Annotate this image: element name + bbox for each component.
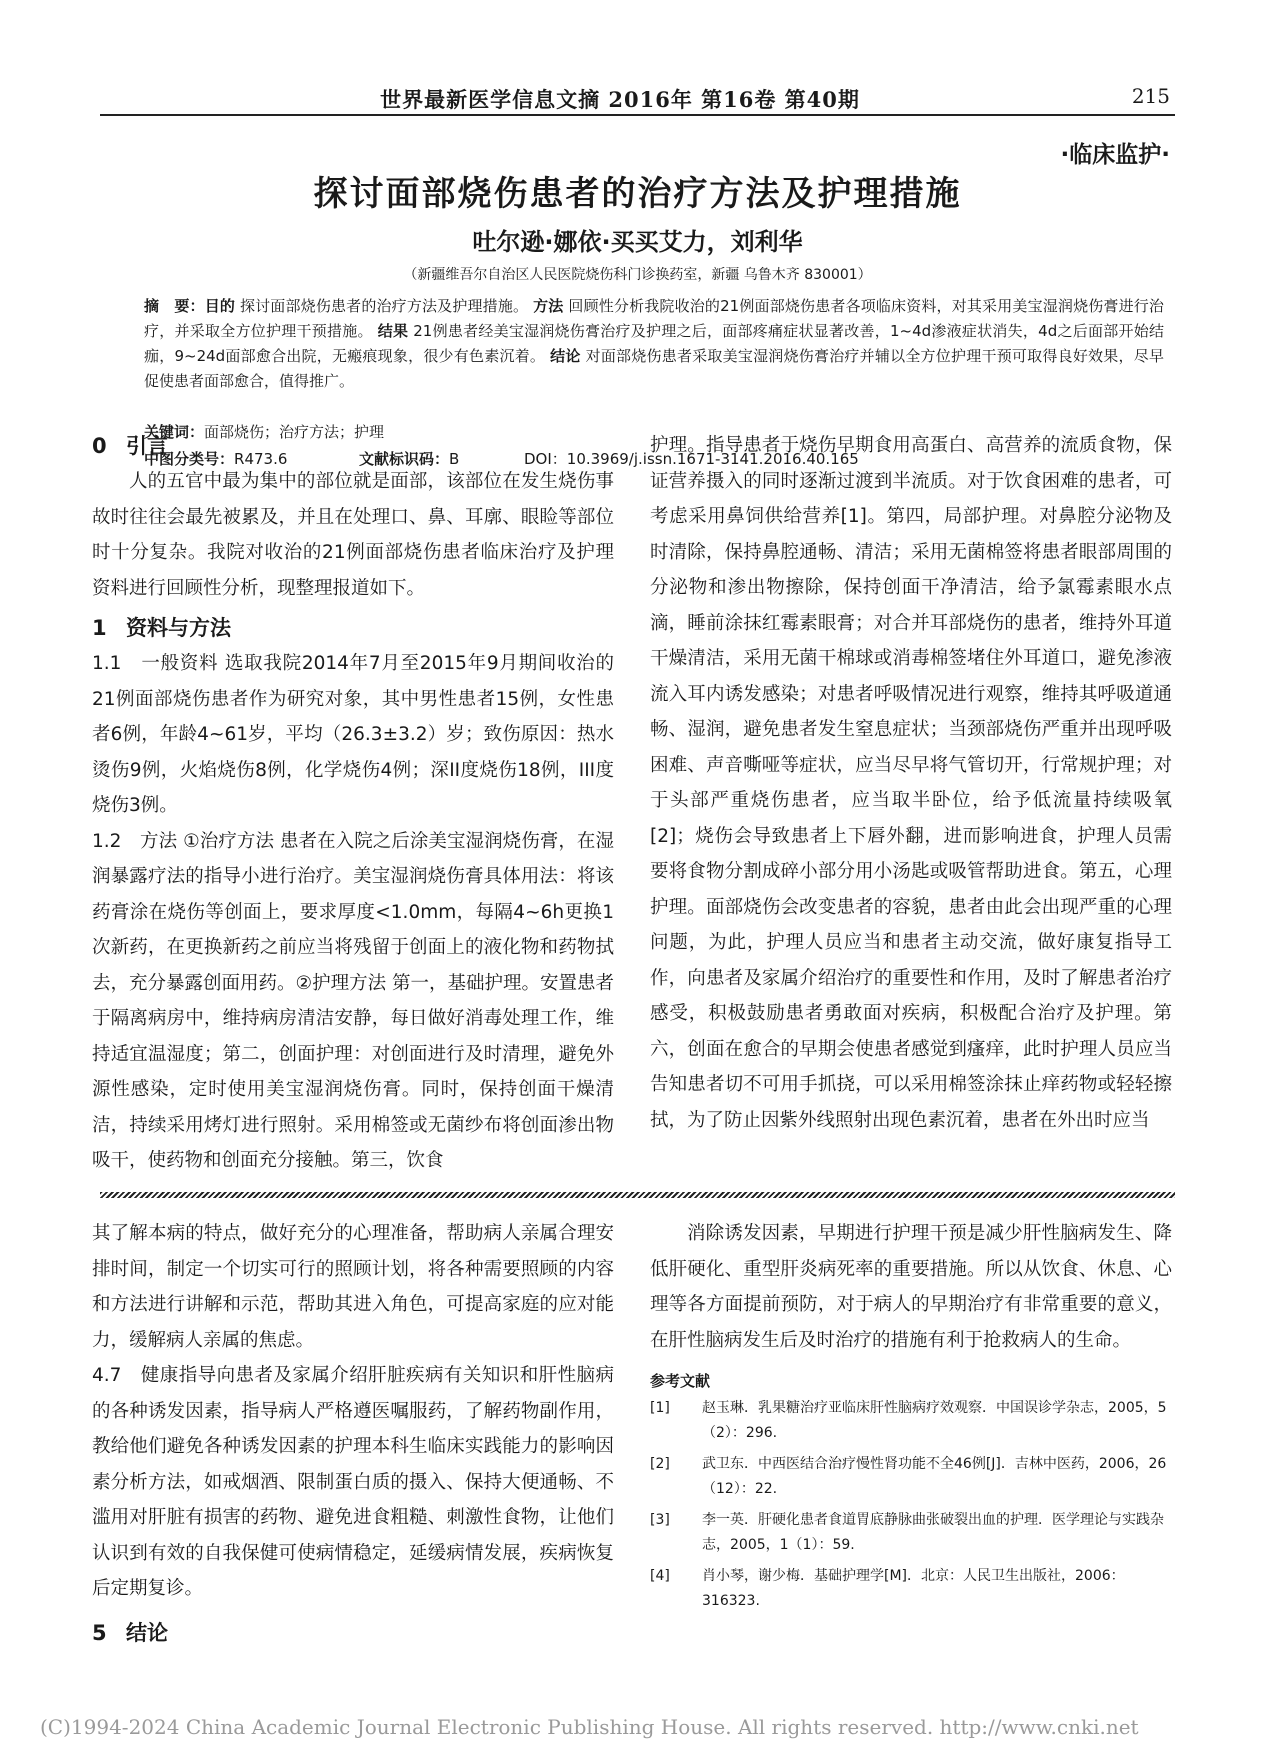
section-title: 资料与方法 <box>126 616 231 640</box>
section-title: 引言 <box>126 434 168 458</box>
paragraph: 消除诱发因素，早期进行护理干预是减少肝性脑病发生、降低肝硬化、重型肝炎病死率的重要措施。所以从饮食、休息、心理等各方面提前预防，对于病人的早期治疗有非常重要的意义，在肝性脑病发生后及时治疗的措施有利于抢救病人的生命。 <box>650 1223 1172 1351</box>
running-head: 世界最新医学信息文摘 2016年 第16卷 第40期 <box>380 87 860 112</box>
article-authors: 吐尔逊·娜依·买买艾力，刘利华 <box>472 228 803 256</box>
reference-item <box>650 1452 1172 1502</box>
author-affiliation: （新疆维吾尔自治区人民医院烧伤科门诊换药室，新疆 乌鲁木齐 830001） <box>403 267 872 283</box>
section-number: 1 <box>92 616 107 640</box>
reference-item <box>650 1508 1172 1558</box>
conclusion-text: 对面部烧伤患者采取美宝湿润烧伤膏治疗并辅以全方位护理干预可取得良好效果，尽早促使患者面部愈合，值得推广。 <box>144 347 1164 390</box>
keywords-text: 面部烧伤；治疗方法；护理 <box>204 423 385 441</box>
methods-text: 回顾性分析我院收治的21例面部烧伤患者各项临床资料，对其采用美宝湿润烧伤膏进行治疗，并采取全方位护理干预措施。 <box>144 297 1164 340</box>
methods-label: 方法 <box>533 297 564 315</box>
column-tag: ·临床监护· <box>1060 142 1170 168</box>
reference-text: 赵玉琳．乳果糖治疗亚临床肝性脑病疗效观察．中国误诊学杂志，2005，5（2）：296. <box>702 1400 1167 1441</box>
section-heading <box>92 1615 614 1651</box>
clc-label: 中图分类号： <box>144 450 235 468</box>
upper-right-column <box>650 428 1172 1138</box>
section-number: 5 <box>92 1620 107 1645</box>
objective-text: 探讨面部烧伤患者的治疗方法及护理措施。 <box>239 297 529 315</box>
reference-index: [3] <box>650 1512 670 1528</box>
reference-text: 武卫东．中西医结合治疗慢性肾功能不全46例[J]．吉林中医药，2006，26（12）：22. <box>702 1456 1167 1497</box>
reference-index: [1] <box>650 1400 670 1416</box>
header-rule <box>100 114 1175 116</box>
section-number: 0 <box>92 434 107 458</box>
upper-left-column <box>92 428 614 1179</box>
doi-value: 10.3969/j.issn.1671-3141.2016.40.165 <box>566 450 859 468</box>
section-heading <box>92 610 614 646</box>
reference-item <box>650 1564 1172 1614</box>
clc-value: R473.6 <box>234 450 288 468</box>
lower-right-column <box>650 1216 1172 1620</box>
paragraph: 4.7 健康指导向患者及家属介绍肝脏疾病有关知识和肝性脑病的各种诱发因素，指导病人严格遵医嘱服药，了解药物副作用，教给他们避免各种诱发因素的护理本科生临床实践能力的影响因素分析方法，如戒烟酒、限制蛋白质的摄入、保持大便通畅、不滥用对肝脏有损害的药物、避免进食粗糙、刺激性食物，让他们认识到有效的自我保健可使病情稳定，延缓病情发展，疾病恢复后定期复诊。 <box>92 1365 614 1599</box>
paragraph: 其了解本病的特点，做好充分的心理准备，帮助病人亲属合理安排时间，制定一个切实可行的照顾计划，将各种需要照顾的内容和方法进行讲解和示范，帮助其进入角色，可提高家庭的应对能力，缓解病人亲属的焦虑。 <box>92 1223 614 1351</box>
reference-text: 李一英．肝硬化患者食道胃底静脉曲张破裂出血的护理．医学理论与实践杂志，2005，1（1）：59. <box>702 1512 1164 1553</box>
objective-label: 目的 <box>204 297 236 315</box>
copyright-footer: (C)1994-2024 China Academic Journal Electronic Publishing House. All rights reserved. http://www.cnki.net <box>40 1715 1139 1739</box>
doc-code-label: 文献标识码： <box>359 450 450 468</box>
page-number: 215 <box>1131 84 1170 108</box>
section-title: 结论 <box>126 1620 168 1645</box>
abstract <box>144 294 1164 394</box>
reference-text: 肖小琴，谢少梅．基础护理学[M]．北京：人民卫生出版社，2006：316323. <box>702 1568 1125 1609</box>
results-text: 21例患者经美宝湿润烧伤膏治疗及护理之后，面部疼痛症状显著改善，1~4d渗液症状消失，4d之后面部开始结痂，9~24d面部愈合出院，无瘢痕现象，很少有色素沉着。 <box>144 322 1164 365</box>
reference-item <box>650 1396 1172 1446</box>
doi-label: DOI： <box>524 450 567 468</box>
doc-code-value: B <box>449 450 460 468</box>
conclusion-label: 结论 <box>550 347 581 365</box>
keywords-label: 关键词： <box>144 423 205 441</box>
hatched-divider <box>100 1192 1175 1198</box>
reference-index: [4] <box>650 1568 670 1584</box>
section-heading <box>92 428 614 464</box>
paragraph: 1.2 方法 ①治疗方法 患者在入院之后涂美宝湿润烧伤膏，在湿润暴露疗法的指导小进行治疗。美宝湿润烧伤膏具体用法：将该药膏涂在烧伤等创面上，要求厚度<1.0mm，每隔4~6h更换1次新药，在更换新药之前应当将残留于创面上的液化物和药物拭去，充分暴露创面用药。②护理方法 第一，基础护理。安置患者于隔离病房中，维持病房清洁安静，每日做好消毒处理工作，维持适宜温湿度；第二，创面护理：对创面进行及时清理，避免外源性感染，定时使用美宝湿润烧伤膏。同时，保持创面干燥清洁，持续采用烤灯进行照射。采用棉签或无菌纱布将创面渗出物吸干，使药物和创面充分接触。第三，饮食 <box>92 830 614 1171</box>
paragraph: 人的五官中最为集中的部位就是面部，该部位在发生烧伤事故时往往会最先被累及，并且在处理口、鼻、耳廓、眼睑等部位时十分复杂。我院对收治的21例面部烧伤患者临床治疗及护理资料进行回顾性分析，现整理报道如下。 <box>92 471 614 599</box>
paragraph: 护理。指导患者于烧伤早期食用高蛋白、高营养的流质食物，保证营养摄入的同时逐渐过渡到半流质。对于饮食困难的患者，可考虑采用鼻饲供给营养[1]。第四，局部护理。对鼻腔分泌物及时清除，保持鼻腔通畅、清洁；采用无菌棉签将患者眼部周围的分泌物和渗出物擦除，保持创面干净清洁，给予氯霉素眼水点滴，睡前涂抹红霉素眼膏；对合并耳部烧伤的患者，维持外耳道干燥清洁，采用无菌干棉球或消毒棉签堵住外耳道口，避免渗液流入耳内诱发感染；对患者呼吸情况进行观察，维持其呼吸道通畅、湿润，避免患者发生窒息症状；当颈部烧伤严重并出现呼吸困难、声音嘶哑等症状，应当尽早将气管切开，行常规护理；对于头部严重烧伤患者，应当取半卧位，给予低流量持续吸氧[2]；烧伤会导致患者上下唇外翻，进而影响进食，护理人员需要将食物分割成碎小部分用小汤匙或吸管帮助进食。第五，心理护理。面部烧伤会改变患者的容貌，患者由此会出现严重的心理问题，为此，护理人员应当和患者主动交流，做好康复指导工作，向患者及家属介绍治疗的重要性和作用，及时了解患者治疗感受，积极鼓励患者勇敢面对疾病，积极配合治疗及护理。第六，创面在愈合的早期会使患者感觉到瘙痒，此时护理人员应当告知患者切不可用手抓挠，可以采用棉签涂抹止痒药物或轻轻擦拭，为了防止因紫外线照射出现色素沉着，患者在外出时应当 <box>650 435 1172 1131</box>
reference-index: [2] <box>650 1456 670 1472</box>
references-heading: 参考文献 <box>650 1372 711 1390</box>
paragraph: 1.1 一般资料 选取我院2014年7月至2015年9月期间收治的21例面部烧伤患者作为研究对象，其中男性患者15例，女性患者6例，年龄4~61岁，平均（26.3±3.2）岁；致伤原因：热水烫伤9例，火焰烧伤8例，化学烧伤4例；深II度烧伤18例，III度烧伤3例。 <box>92 653 614 816</box>
article-title: 探讨面部烧伤患者的治疗方法及护理措施 <box>313 174 962 214</box>
results-label: 结果 <box>377 322 409 340</box>
abstract-label: 摘 要： <box>144 297 205 315</box>
lower-left-column <box>92 1216 614 1651</box>
